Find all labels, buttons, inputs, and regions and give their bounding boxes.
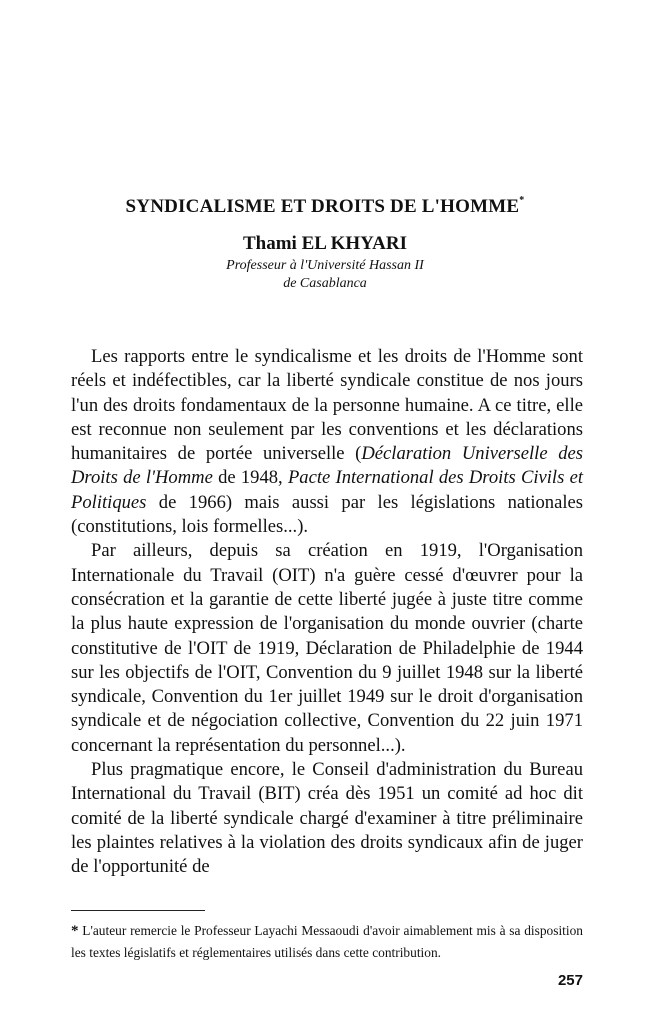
paragraph-1 <box>71 345 583 539</box>
paragraph-1-part-3: de 1966) mais aussi par les législations nationales (constitutions, lois formelles...). <box>71 491 583 538</box>
footnote-marker: * <box>71 923 79 939</box>
article-title <box>0 196 650 218</box>
footnote-separator <box>71 910 205 911</box>
page-number: 257 <box>557 972 583 989</box>
paragraph-1-italic-pact: Pacte International des Droits Civils et Politiques <box>71 467 583 513</box>
article-body <box>71 345 583 880</box>
title-footnote-marker: * <box>519 194 525 206</box>
paragraph-1-part-1: Les rapports entre le syndicalisme et les droits de l'Homme sont réels et indéfectibles, car la liberté syndicale constitue de nos jours l'un des droits fondamentaux de la personne humaine. A ce titre, elle est reconnue non seulement par les conventions et les déclarations humanitaires de portée universelle ( <box>71 346 583 465</box>
paragraph-2: Par ailleurs, depuis sa création en 1919, l'Organisation Internationale du Travail (OIT) n'a guère cessé d'œuvrer pour la consécration et la garantie de cette liberté jugée à juste titre comme la plus haute expression de l'organisation du monde ouvrier (charte constitutive de l'OIT de 1919, Déclaration de Philadelphie de 1944 sur les objectifs de l'OIT, Convention du 9 juillet 1948 sur la liberté syndicale, Convention du 1er juillet 1949 sur le droit d'organisation syndicale et de négociation collective, Convention du 22 juin 1971 concernant la représentation du personnel...). <box>71 540 583 756</box>
paragraph-1-italic-udhr: Déclaration Universelle des Droits de l'Homme <box>71 443 583 489</box>
author-affiliation-line2: de Casablanca <box>283 276 367 291</box>
author-name: Thami EL KHYARI <box>242 233 407 254</box>
article-title-text: SYNDICALISME ET DROITS DE L'HOMME <box>125 196 520 217</box>
footnote-text: L'auteur remercie le Professeur Layachi Messaoudi d'avoir aimablement mis à sa disposition les textes législatifs et réglementaires utilisés dans cette contribution. <box>71 923 583 960</box>
footnote <box>71 920 583 963</box>
paragraph-3: Plus pragmatique encore, le Conseil d'administration du Bureau International du Travail (BIT) créa dès 1951 un comité ad hoc dit comité de la liberté syndicale chargé d'examiner à titre préliminaire les plaintes relatives à la violation des droits syndicaux afin de juger de l'opportunité de <box>71 759 583 878</box>
paragraph-1-part-2: de 1948, <box>212 467 288 489</box>
author-affiliation-line1: Professeur à l'Université Hassan II <box>226 258 424 273</box>
